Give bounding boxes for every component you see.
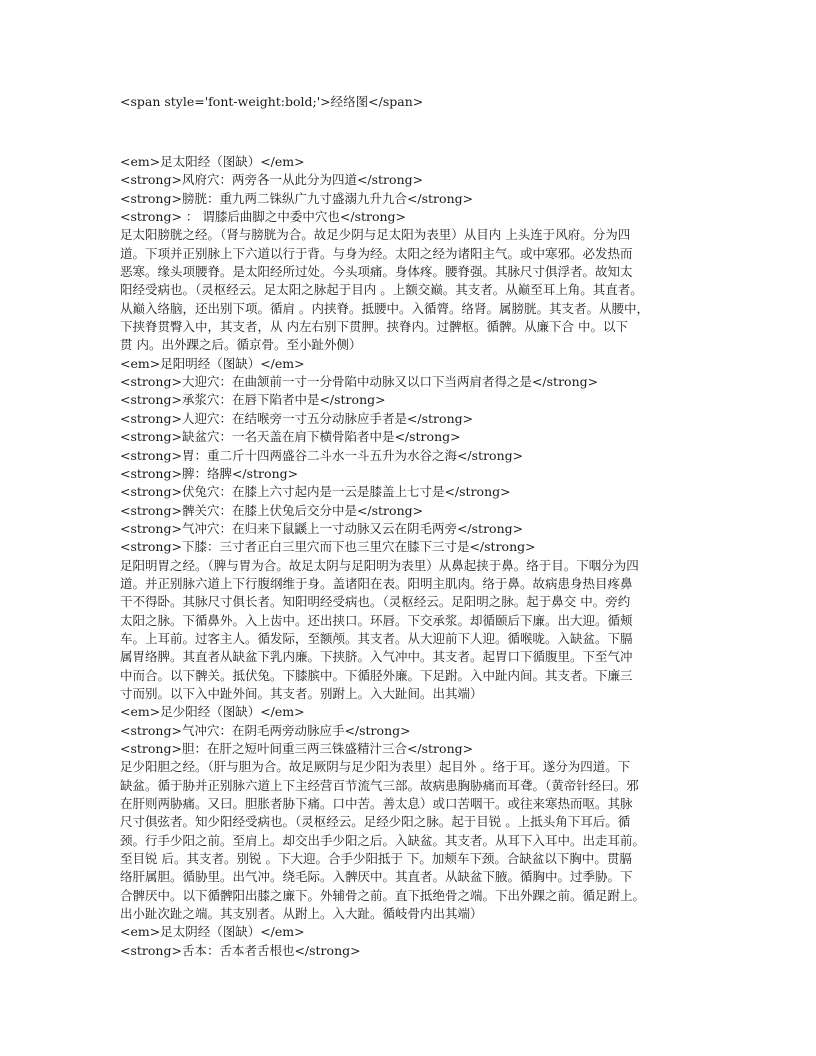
text-line: 尺寸俱弦者。知少阳经受病也。（灵枢经云。足经少阳之脉。起于目锐 。上抵头角下耳后。循 bbox=[120, 814, 631, 830]
document-page bbox=[120, 93, 700, 960]
text-line: <em>足少阳经（图缺）</em> bbox=[120, 704, 305, 720]
text-line: <strong> ： 谓膝后曲脚之中委中穴也</strong> bbox=[120, 209, 407, 225]
text-line: <em>足阳明经（图缺）</em> bbox=[120, 355, 305, 371]
text-line: 太阳之脉。下循鼻外。入上齿中。还出挟口。环唇。下交承浆。却循颐后下廉。出大迎。循颊 bbox=[120, 612, 633, 628]
document-heading: <span style='font-weight:bold;'>经络图</span> bbox=[120, 94, 424, 109]
text-line: <strong>人迎穴：在结喉旁一寸五分动脉应手者是</strong> bbox=[120, 410, 474, 426]
text-line: <strong>胆：在肝之短叶间重三两三铢盛精汁三合</strong> bbox=[120, 741, 474, 756]
text-line: <strong>承浆穴：在唇下陷者中是</strong> bbox=[120, 392, 386, 408]
text-line: <em>足太阳经（图缺）</em> bbox=[120, 154, 305, 169]
text-line: 干不得卧。其脉尺寸俱长者。知阳明经受病也。（灵枢经云。足阳明之脉。起于鼻交 中。旁约 bbox=[120, 594, 631, 610]
text-line: 出小趾次趾之端。其支别者。从跗上。入大趾。循岐骨内出其端） bbox=[120, 906, 483, 922]
text-line: <strong>舌本：舌本者舌根也</strong> bbox=[120, 942, 361, 958]
text-line: 属胃络脾。其直者从缺盆下乳内廉。下挟脐。入气冲中。其支者。起胃口下循腹里。下至气冲 bbox=[120, 649, 633, 665]
text-line: 下挟脊贯臀入中，其支者，从 内左右别下贯胛。挟脊内。过髀枢。循髀。从廉下合 中。以下 bbox=[120, 319, 628, 335]
text-line: <strong>气冲穴：在归来下鼠鼷上一寸动脉又云在阴毛两旁</strong> bbox=[120, 520, 524, 536]
text-line: 足阳明胃之经。（脾与胃为合。故足太阴与足阳明为表里）从鼻起挟于鼻。络于目。下咽分为四 bbox=[120, 557, 639, 573]
text-line: 足太阳膀胱之经。（肾与膀胱为合。故足少阴与足太阳为表里）从目内 上头连于风府。分为四 bbox=[120, 227, 631, 243]
text-line: <strong>缺盆穴：一名天盖在肩下横骨陷者中是</strong> bbox=[120, 429, 461, 445]
text-line: <strong>大迎穴：在曲颔前一寸一分骨陷中动脉又以口下当两肩者得之是</strong> bbox=[120, 374, 599, 390]
text-line: 足少阳胆之经。（肝与胆为合。故足厥阴与足少阳为表里）起目外 。络于耳。遂分为四道。下 bbox=[120, 759, 631, 775]
text-line: 在肝则两胁痛。又曰。胆胀者胁下痛。口中苦。善太息）或口苦咽干。或往来寒热而呕。其脉 bbox=[120, 796, 633, 812]
text-line: 寸而别。以下入中趾外间。其支者。别跗上。入大趾间。出其端） bbox=[120, 685, 483, 701]
text-line: 车。上耳前。过客主人。循发际，至额颅。其支者。从大迎前下人迎。循喉咙。入缺盆。下膈 bbox=[120, 630, 633, 646]
text-line: 阳经受病也。（灵枢经云。足太阳之脉起于目内 。上额交巅。其支者。从巅至耳上角。其直者。 bbox=[120, 282, 643, 298]
text-line: 络肝属胆。循胁里。出气冲。绕毛际。入髀厌中。其直者。从缺盆下腋。循胸中。过季胁。下 bbox=[120, 869, 633, 885]
text-line: <em>足太阴经（图缺）</em> bbox=[120, 924, 305, 940]
text-line: 道。并正别脉六道上下行腹纲维于身。盖诸阳在表。阳明主肌肉。络于鼻。故病患身热目疼鼻 bbox=[120, 575, 633, 591]
heading-spacer bbox=[120, 111, 700, 153]
text-line: 至目锐 后。其支者。别锐 。下大迎。合手少阳抵于 下。加颊车下颈。合缺盆以下胸中。贯膈 bbox=[120, 851, 632, 867]
text-line: 恶寒。缘头项腰脊。是太阳经所过处。今头项痛。身体疼。腰脊强。其脉尺寸俱浮者。故知太 bbox=[120, 264, 633, 280]
text-line: <strong>风府穴：两旁各一从此分为四道</strong> bbox=[120, 172, 424, 188]
text-line: <strong>膀胱：重九两二铢纵广九寸盛溺九升九合</strong> bbox=[120, 190, 474, 206]
document-body bbox=[120, 153, 700, 960]
text-line: <strong>伏兔穴：在膝上六寸起内是一云是膝盖上七寸是</strong> bbox=[120, 484, 511, 500]
text-line: <strong>气冲穴：在阴毛两旁动脉应手</strong> bbox=[120, 722, 411, 738]
text-line: 合髀厌中。以下循髀阳出膝之廉下。外辅骨之前。直下抵绝骨之端。下出外踝之前。循足跗上。 bbox=[120, 887, 646, 903]
text-line: <strong>胃：重二斤十四两盛谷二斗水一斗五升为水谷之海</strong> bbox=[120, 447, 524, 463]
text-line: 缺盆。循于胁并正别脉六道上下主经营百节流气三部。故病患胸胁痛而耳聋。（黄帝针经曰。邪 bbox=[120, 777, 639, 793]
text-line: 颈。行手少阳之前。至肩上。却交出手少阳之后。入缺盆。其支者。从耳下入耳中。出走耳前。 bbox=[120, 832, 646, 848]
text-line: 中而合。以下髀关。抵伏兔。下膝膑中。下循胫外廉。下足跗。入中趾内间。其支者。下廉三 bbox=[120, 667, 633, 683]
text-line: 道。下项并正别脉上下六道以行于背。与身为经。太阳之经为诸阳主气。或中寒邪。必发热而 bbox=[120, 245, 633, 261]
text-line: <strong>髀关穴：在膝上伏兔后交分中是</strong> bbox=[120, 502, 424, 518]
text-line: 从巅入络脑，还出别下项。循肩 。内挟脊。抵腰中。入循膂。络肾。属膀胱。其支者。从腰中， bbox=[120, 300, 649, 316]
text-line: 贯 内。出外踝之后。循京骨。至小趾外侧） bbox=[120, 337, 362, 353]
text-line: <strong>下膝：三寸者正白三里穴而下也三里穴在膝下三寸是</strong> bbox=[120, 539, 536, 555]
text-line: <strong>脾：络脾</strong> bbox=[120, 465, 299, 481]
